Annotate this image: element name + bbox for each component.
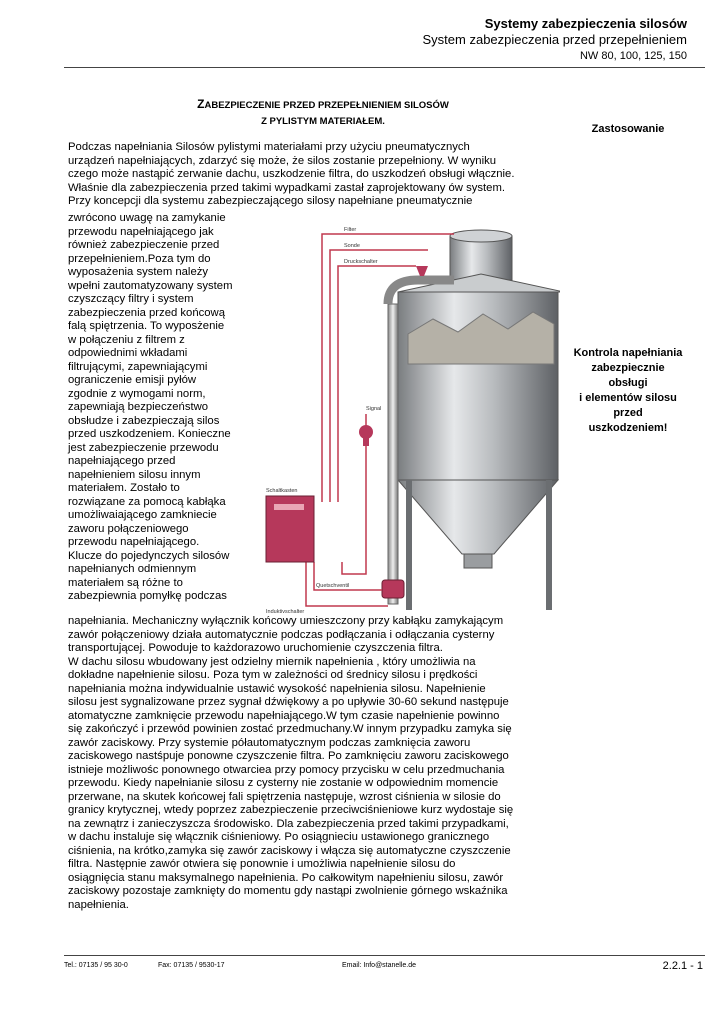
text-line: urządzeń napełniających, zdarzyć się może, że silos zostanie przepełniony. W wyniku: [68, 154, 497, 167]
text-line: rozwiązane za pomocą kabłąka: [68, 495, 226, 508]
text-line: zaciskowy pozostaje zamknięty do momentu gdy nastąpi zwolnienie górnego wskaźnika: [68, 885, 508, 897]
label-pressure-switch: Druckschalter: [344, 259, 378, 265]
text-line: zgodnie z wymogami norm,: [68, 387, 206, 400]
text-line: na zewnątrz i zanieczyszcza środowisko. Dla zabezpieczenia przed takimi przypadkami,: [68, 817, 509, 830]
text-line: czyszczący filtry i system: [68, 293, 194, 305]
sidebar-caption: [548, 346, 708, 436]
text-line: filtrującymi, zapewniającymi: [68, 360, 208, 373]
caption-line: uszkodzeniem!: [588, 422, 668, 434]
label-sonde: Sonde: [344, 243, 360, 249]
application-label: Zastosowanie: [591, 123, 665, 135]
text-line: obsłudze i zabezpieczają silos: [68, 414, 220, 427]
pressure-switch: [416, 266, 428, 276]
text-line: istnieje możliwośc ponownego otwarciea przy pomocy przycisku w celu przedmuchania: [68, 763, 505, 776]
text-line: ciśnienia, na krótko,zamyka się zawór zaciskowy i włącza się automatyczne czyszczenie: [68, 844, 511, 857]
text-line: granicy krytycznej, wtedy poprzez zabezpieczenie przeciwciśnieniowe kurz wydostaje się: [68, 804, 514, 816]
label-pinch-valve: Quetschventil: [316, 583, 350, 589]
text-line: silosu jest sygnalizowane przez sygnał dźwiękowy a po upływie 30-60 sekund następuje: [68, 696, 509, 708]
footer-fax: Fax: 07135 / 9530-17: [158, 962, 225, 969]
caption-line: przed: [613, 407, 643, 419]
text-line: transportującej. Powoduje to każdorazowo uruchomienie czyszczenia filtra.: [68, 642, 443, 654]
title-rest: ABEZPIECZENIE PRZED PRZEPEŁNIENIEM SILOSÓW: [204, 100, 449, 111]
label-signal: Signal: [366, 406, 382, 412]
text-line: atomatyczne zamknięcie przewodu napełniającego.W tym czasie napełnienie powinno: [68, 709, 500, 722]
label-filter: Filter: [344, 227, 357, 233]
text-line: przewodu. Kiedy napełnianie silosu z cysterny nie zostanie w odpowiednim momencie: [68, 777, 499, 789]
pinch-valve: [382, 580, 404, 598]
text-line: Przy koncepcji dla systemu zabezpieczającego silosy napełniane pneumatycznie: [68, 195, 473, 207]
text-line: napełniającego przed: [68, 455, 176, 467]
header-divider: [64, 67, 705, 68]
text-line: falą spiętrzenia. To wyposżenie: [68, 320, 225, 332]
filter-housing: [450, 236, 512, 280]
filter-lid: [450, 230, 512, 242]
text-line: napełniania. Mechaniczny wyłącznik końcowy umieszczony przy kabłąku zamykającym: [68, 615, 504, 627]
caption-line: obsługi: [608, 377, 648, 389]
text-line: materiałem są różne to: [68, 576, 183, 589]
text-line: zawór zaciskowy. Przy systemie półautomatycznym podczas zamknięcia zaworu: [68, 736, 471, 749]
text-line: zaciskowego nastśpuje ponowne czyszczenie filtra. Po zamknięciu zaworu zaciskowego: [68, 750, 509, 762]
silo-diagram: [258, 214, 560, 616]
text-line: zaworu połączeniowego: [68, 522, 189, 535]
text-line: przewodu napełniającego jak: [68, 225, 214, 238]
footer-email: Email: Info@stanelle.de: [342, 962, 417, 969]
text-line: w połączeniu z filtrem z: [68, 333, 185, 346]
text-line: przed uszkodzeniem. Konieczne: [68, 428, 231, 440]
header-subtitle: System zabezpieczenia przed przepełnieniem: [422, 32, 687, 47]
text-line: osiągnięcia stanu maksymalnego napełnienia. Po całkowitym napełnieniu silosu, zawór: [68, 871, 504, 884]
text-line: również zabezpieczenie przed: [68, 239, 220, 251]
control-line-signal-feed: [342, 442, 366, 574]
text-line: odpowiednimi wkładami: [68, 347, 188, 359]
text-line: w dachu instaluje się włącznik ciśnieniowy. Po osiągnieciu ustawionego granicznego: [68, 831, 490, 843]
text-line: się zakończyć i przewód powinien zostać przedmuchany.W innym przypadku zamyka się: [68, 723, 512, 735]
silo-cone: [398, 480, 558, 554]
silo-leg: [406, 480, 412, 610]
text-line: przerwane, na skutek końcowej fali spiętrzenia następuje, wzrost ciśnienia w silosie do: [68, 790, 501, 803]
label-control-cabinet: Schaltkasten: [266, 488, 298, 494]
document-title-line1: [64, 97, 582, 111]
text-line: W dachu silosu wbudowany jest odzielny miernik napełnienia , który umożliwia na: [68, 655, 476, 668]
text-line: napełniania można indywidualnie ustawić wysokość napełnienia silosu. Napełnienie: [68, 682, 486, 695]
intro-paragraph: [68, 141, 556, 209]
text-line: wpełni zautomatyzowany system: [68, 279, 233, 292]
caption-line: zabezpiecznie: [591, 362, 665, 374]
text-line: ograniczenie emisji pyłów: [68, 374, 197, 386]
text-line: przewodu napełniającego.: [68, 536, 200, 548]
narrow-column-text: [68, 212, 254, 604]
text-line: wyposażenia system należy: [68, 266, 209, 278]
text-line: napełnienia.: [68, 898, 129, 911]
text-line: zabezpiewnia pomyłkę podczas: [68, 590, 227, 602]
footer-divider: [64, 955, 705, 956]
silo-leg: [546, 480, 552, 610]
text-line: napełnianych odmiennym: [68, 563, 197, 575]
footer-phone: Tel.: 07135 / 95 30-0: [64, 962, 128, 969]
text-line: zapewniają bezpieczeństwo: [68, 401, 209, 413]
text-line: zabezpieczenia przed końcową: [68, 306, 225, 319]
silo-outlet: [464, 554, 492, 568]
text-line: przepełnieniem.Poza tym do: [68, 252, 211, 265]
text-line: Podczas napełniania Silosów pylistymi materiałami przy użyciu pneumatycznych: [68, 141, 470, 153]
text-line: filtra. Następnie zawór otwiera się ponownie i umożliwia napełnienie silosu do: [68, 858, 456, 870]
document-title-line2: Z PYLISTYM MATERIAŁEM.: [261, 116, 385, 127]
title-initial: Z: [197, 97, 205, 111]
text-line: umożliwaiającego zamkniecie: [68, 509, 217, 521]
control-cabinet-panel: [274, 504, 304, 510]
filling-pipe: [388, 304, 398, 604]
label-inductive-switch: Induktivschalter: [266, 609, 305, 615]
text-line: zawór połączeniowy działa automatycznie podczas podłączania i odłączania cysterny: [68, 628, 495, 641]
text-line: jest zabezpieczenie przewodu: [68, 441, 219, 454]
caption-line: i elementów silosu: [579, 392, 677, 404]
text-line: Klucze do pojedynczych silosów: [68, 549, 230, 562]
text-line: materiałem. Zostało to: [68, 482, 180, 494]
page-number: 2.2.1 - 1: [662, 960, 703, 972]
header-title: Systemy zabezpieczenia silosów: [484, 16, 687, 31]
text-line: czego może nastąpić zerwanie dachu, uszkodzenie filtra, do uszkodzeń obsługi włącznie.: [68, 168, 515, 180]
text-line: dokładne napełnienie silosu. Poza tym w zależności od średnicy silosu i prędkości: [68, 669, 478, 681]
text-line: zwrócono uwagę na zamykanie: [68, 212, 226, 224]
text-line: Właśnie dla zabezpieczenia przed takimi wypadkami zastał zaprojektowany ów system.: [68, 181, 506, 194]
header-model-range: NW 80, 100, 125, 150: [579, 50, 687, 62]
text-line: napełnieniem silosu innym: [68, 468, 201, 481]
caption-line: Kontrola napełniania: [573, 347, 683, 359]
signal-horn-stem: [363, 436, 369, 446]
main-paragraph: [68, 615, 556, 912]
